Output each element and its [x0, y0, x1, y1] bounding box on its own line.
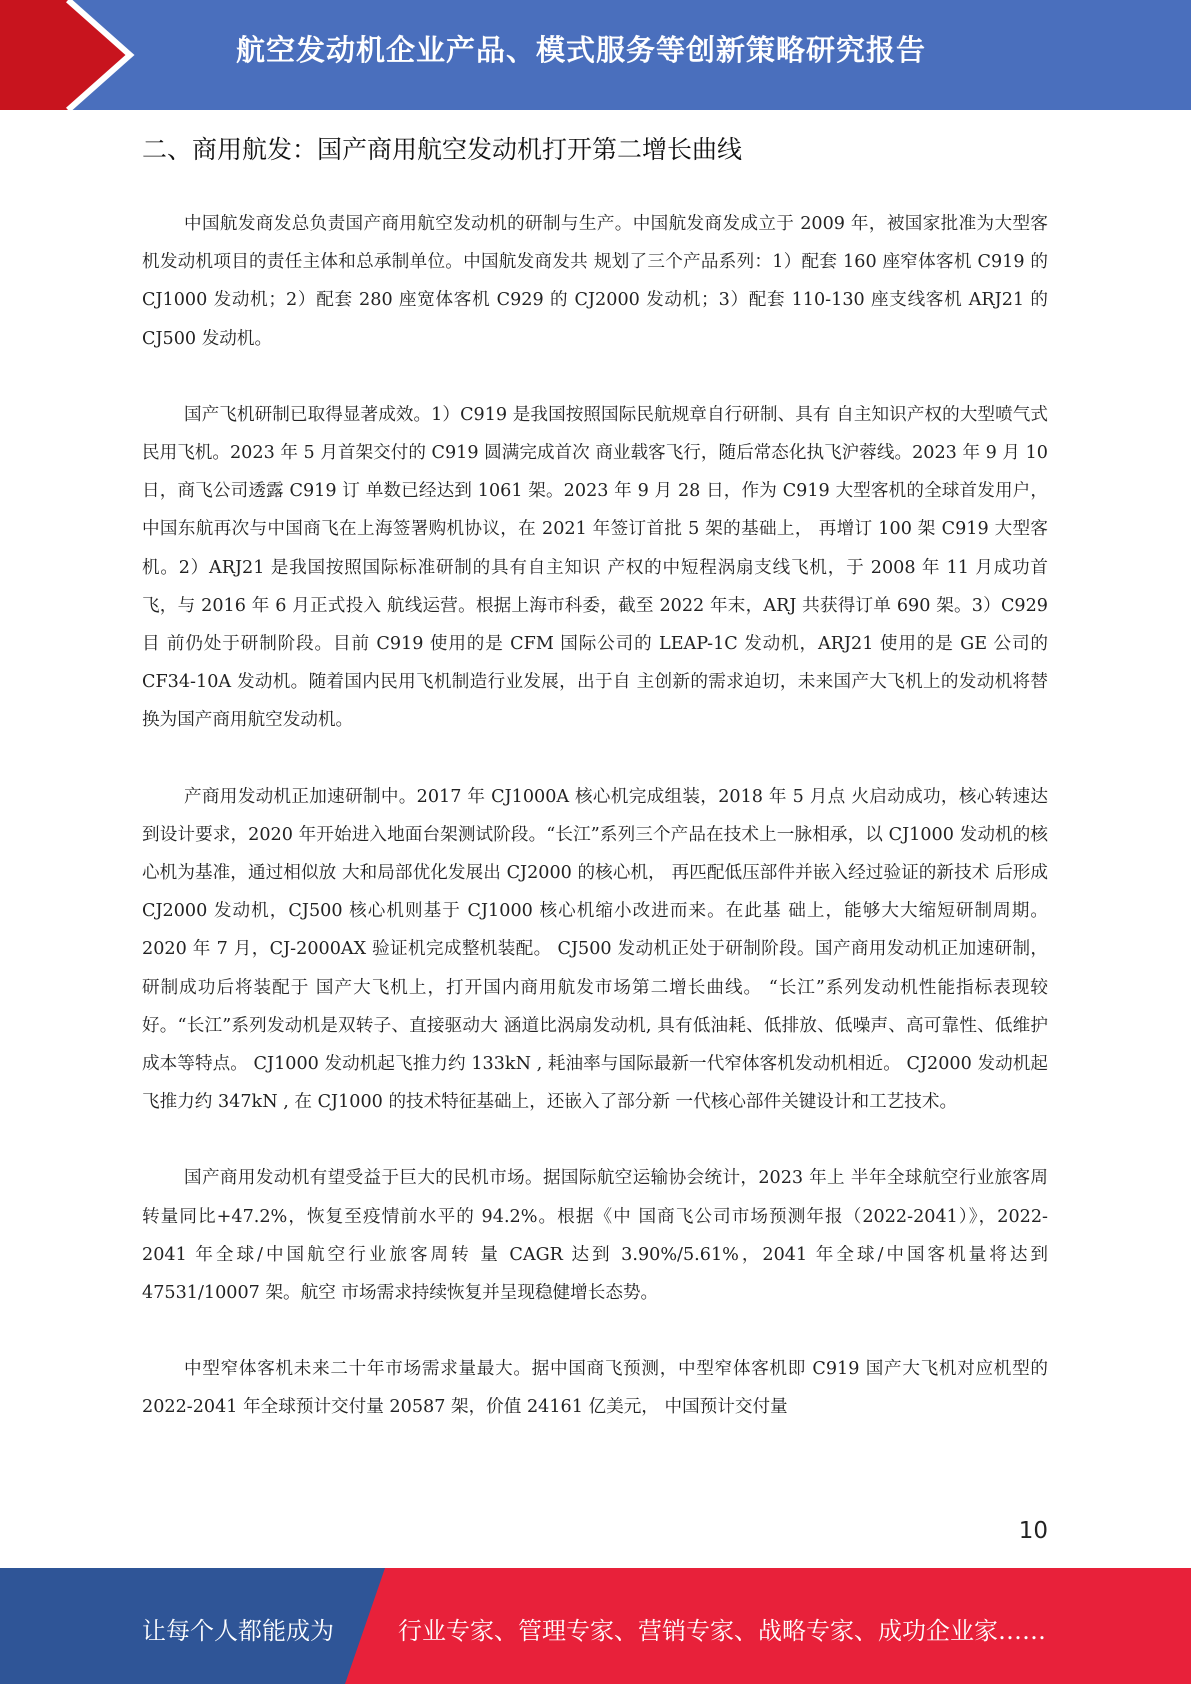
footer-slogan-right: 行业专家、管理专家、营销专家、战略专家、成功企业家……	[398, 1617, 1046, 1645]
paragraph: 产商用发动机正加速研制中。2017 年 CJ1000A 核心机完成组装，2018 年 5 月点 火启动成功，核心转速达到设计要求，2020 年开始进入地面台架测试阶段。“长江”系列三个产品在技术上一脉相承，以 CJ1000 发动机的核心机为基准，通过相似放 大和局部优化发展出 CJ2000 的核心机， 再匹配低压部件并嵌入经过验证的新技术 后形成 CJ2000 发动机，CJ500 核心机则基于 CJ1000 核心机缩小改进而来。在此基 础上，能够大大缩短研制周期。2020 年 7 月，CJ-2000AX 验证机完成整机装配。 CJ500 发动机正处于研制阶段。国产商用发动机正加速研制，研制成功后将装配于 国产大飞机上，打开国内商用航发市场第二增长曲线。 “长江”系列发动机性能指标表现较好。“长江”系列发动机是双转子、直接驱动大 涵道比涡扇发动机, 具有低油耗、低排放、低噪声、高可靠性、低维护成本等特点。 CJ1000 发动机起飞推力约 133kN , 耗油率与国际最新一代窄体客机发动机相近。 CJ2000 发动机起飞推力约 347kN , 在 CJ1000 的技术特征基础上，还嵌入了部分新 一代核心部件关键设计和工艺技术。	[142, 786, 1048, 1113]
section-heading: 二、商用航发：国产商用航空发动机打开第二增长曲线	[142, 135, 743, 164]
paragraph: 中型窄体客机未来二十年市场需求量最大。据中国商飞预测，中型窄体客机即 C919 国产大飞机对应机型的 2022-2041 年全球预计交付量 20587 架，价值 24161 亿美元， 中国预计交付量	[142, 1359, 1048, 1418]
paragraph: 中国航发商发总负责国产商用航空发动机的研制与生产。中国航发商发成立于 2009 年，被国家批准为大型客机发动机项目的责任主体和总承制单位。中国航发商发共 规划了三个产品系列：1）配套 160 座窄体客机 C919 的 CJ1000 发动机；2）配套 280 座宽体客机 C929 的 CJ2000 发动机；3）配套 110-130 座支线客机 ARJ21 的 CJ500 发动机。	[142, 214, 1048, 349]
report-title: 航空发动机企业产品、模式服务等创新策略研究报告	[236, 33, 927, 67]
page-number: 10	[1018, 1518, 1048, 1544]
footer-banner	[0, 1568, 1191, 1684]
footer-slogan-left: 让每个人都能成为	[142, 1617, 334, 1645]
paragraph: 国产飞机研制已取得显著成效。1）C919 是我国按照国际民航规章自行研制、具有 自主知识产权的大型喷气式民用飞机。2023 年 5 月首架交付的 C919 圆满完成首次 商业载客飞行，随后常态化执飞沪蓉线。2023 年 9 月 10 日，商飞公司透露 C919 订 单数已经达到 1061 架。2023 年 9 月 28 日，作为 C919 大型客机的全球首发用户， 中国东航再次与中国商飞在上海签署购机协议，在 2021 年签订首批 5 架的基础上， 再增订 100 架 C919 大型客机。2）ARJ21 是我国按照国际标准研制的具有自主知识 产权的中短程涡扇支线飞机，于 2008 年 11 月成功首飞，与 2016 年 6 月正式投入 航线运营。根据上海市科委，截至 2022 年末，ARJ 共获得订单 690 架。3）C929 目 前仍处于研制阶段。目前 C919 使用的是 CFM 国际公司的 LEAP-1C 发动机，ARJ21 使用的是 GE 公司的 CF34-10A 发动机。随着国内民用飞机制造行业发展，出于自 主创新的需求迫切，未来国产大飞机上的发动机将替换为国产商用航空发动机。	[142, 404, 1048, 731]
paragraph: 国产商用发动机有望受益于巨大的民机市场。据国际航空运输协会统计，2023 年上 半年全球航空行业旅客周转量同比+47.2%，恢复至疫情前水平的 94.2%。根据《中 国商飞公司市场预测年报（2022-2041）》，2022-2041 年全球/中国航空行业旅客周转 量 CAGR 达到 3.90%/5.61%，2041 年全球/中国客机量将达到 47531/10007 架。航空 市场需求持续恢复并呈现稳健增长态势。	[142, 1168, 1048, 1304]
header-arrow-decoration	[0, 0, 150, 110]
body-text	[142, 205, 1048, 1465]
header-banner	[0, 0, 1191, 110]
